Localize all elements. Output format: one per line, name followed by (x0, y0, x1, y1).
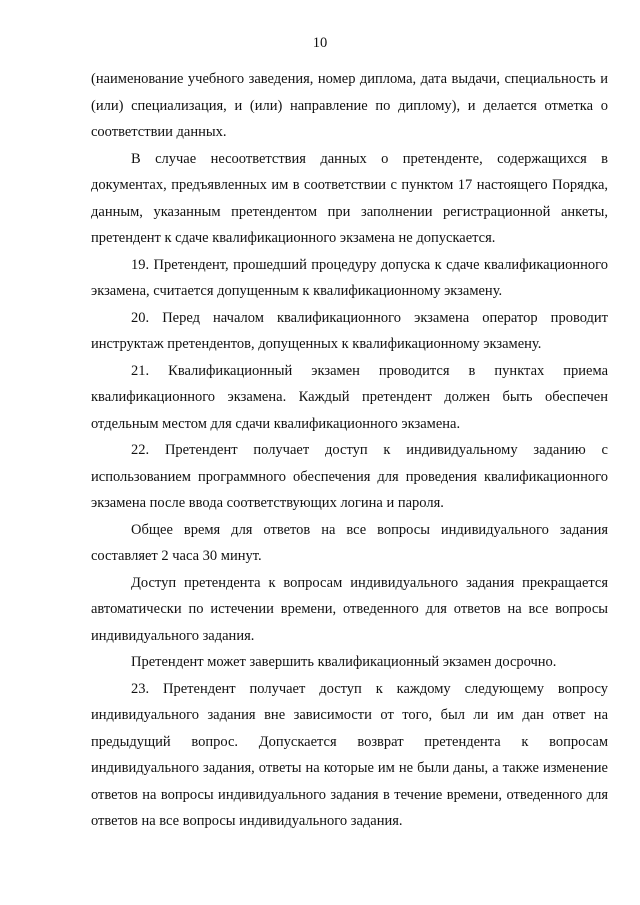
page-number: 10 (312, 35, 328, 51)
paragraph-total-time: Общее время для ответов на все вопросы индивидуального задания составляет 2 часа 30 минут. (91, 521, 608, 564)
document-body (91, 66, 608, 835)
paragraph-20: 20. Перед началом квалификационного экзамена оператор проводит инструктаж претендентов, допущенных к квалификационному экзамену. (91, 309, 608, 352)
paragraph-access-termination: Доступ претендента к вопросам индивидуального задания прекращается автоматически по истечении времени, отведенного для ответов на все вопросы индивидуального задания. (91, 574, 608, 644)
paragraph-continuation: (наименование учебного заведения, номер диплома, дата выдачи, специальность и (или) специализация, и (или) направление по диплому), и делается отметка о соответствии данных. (91, 71, 608, 140)
paragraph-19: 19. Претендент, прошедший процедуру допуска к сдаче квалификационного экзамена, считается допущенным к квалификационному экзамену. (91, 256, 608, 299)
paragraph-23: 23. Претендент получает доступ к каждому следующему вопросу индивидуального задания вне зависимости от того, был ли им дан ответ на предыдущий вопрос. Допускается возврат претендента к вопросам индивидуального задания, ответы на которые им не были даны, а также изменение ответов на вопросы индивидуального задания в течение времени, отведенного для ответов на все вопросы индивидуального задания. (91, 680, 608, 829)
paragraph-early-finish: Претендент может завершить квалификационный экзамен досрочно. (131, 654, 557, 670)
paragraph-21: 21. Квалификационный экзамен проводится в пунктах приема квалификационного экзамена. Каждый претендент должен быть обеспечен отдельным местом для сдачи квалификационного экзамена. (91, 362, 608, 432)
paragraph-mismatch: В случае несоответствия данных о претенденте, содержащихся в документах, предъявленных им в соответствии с пунктом 17 настоящего Порядка, данным, указанным претендентом при заполнении регистрационной анкеты, претендент к сдаче квалификационного экзамена не допускается. (91, 150, 608, 246)
paragraph-22: 22. Претендент получает доступ к индивидуальному заданию с использованием программного обеспечения для проведения квалификационного экзамена после ввода соответствующих логина и пароля. (91, 442, 608, 511)
